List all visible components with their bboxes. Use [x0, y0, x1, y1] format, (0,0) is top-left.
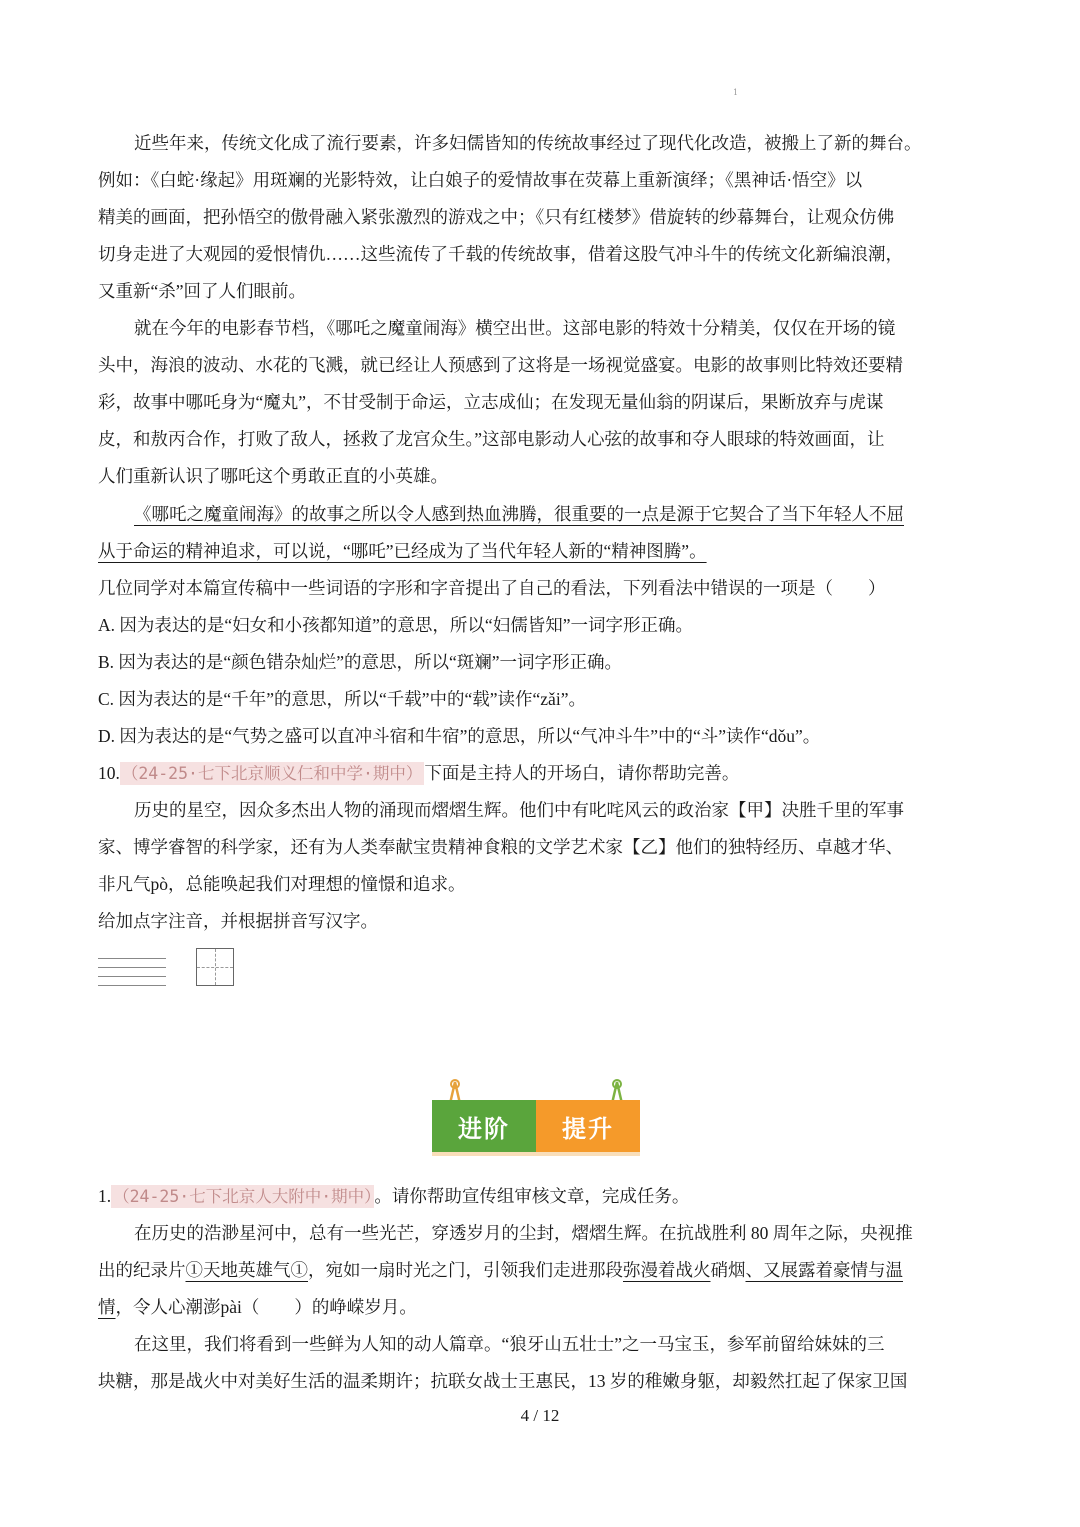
source-tag: （24-25·七下北京顺义仁和中学·期中） — [121, 764, 423, 783]
text-line: 块糖，那是战火中对美好生活的温柔期许；抗联女战士王惠民，13 岁的稚嫩身躯，却毅然扛起了保家卫国 — [98, 1371, 908, 1391]
pinyin-writing-lines[interactable] — [98, 958, 166, 988]
text-line: 又重新“杀”回了人们眼前。 — [98, 281, 307, 301]
question-stem: 几位同学对本篇宣传稿中一些词语的字形和字音提出了自己的看法，下列看法中错误的一项是（ ） — [98, 578, 886, 598]
text-line: 例如：《白蛇·缘起》用斑斓的光影特效，让白娘子的爱情故事在荧幕上重新演绎；《黑神话·悟空》以 — [98, 170, 863, 190]
text-line: 彩，故事中哪吒身为“魔丸”，不甘受制于命运，立志成仙；在发现无量仙翁的阴谋后，果断放弃与虎谋 — [98, 392, 884, 412]
question-text: 。请你帮助宣传组审核文章，完成任务。 — [374, 1186, 690, 1206]
underlined-phrase: 情 — [98, 1297, 116, 1317]
option-c: C. 因为表达的是“千年”的意思，所以“千载”中的“载”读作“zǎi”。 — [98, 689, 586, 709]
underlined-line: 《哪吒之魔童闹海》的故事之所以令人感到热血沸腾，很重要的一点是源于它契合了当下年轻人不屈 — [134, 504, 904, 524]
question-10 — [98, 755, 998, 792]
text-span: ，令人心潮澎pài（ ）的峥嵘岁月。 — [115, 1297, 417, 1317]
text-line: 人们重新认识了哪吒这个勇敢正直的小英雄。 — [98, 466, 448, 486]
source-tag: （24-25·七下北京人大附中·期中） — [113, 1187, 373, 1206]
text-line: 就在今年的电影春节档，《哪吒之魔童闹海》横空出世。这部电影的特效十分精美，仅仅在开场的镜 — [134, 318, 896, 338]
text-line: 家、博学睿智的科学家，还有为人类奉献宝贵精神食粮的文学艺术家【乙】他们的独特经历、卓越才华、 — [98, 837, 903, 857]
text-line: 在历史的浩渺星河中，总有一些光芒，穿透岁月的尘封，熠熠生辉。在抗战胜利 80 周年之际，央视推 — [134, 1223, 913, 1243]
text-span: 出的纪录片 — [98, 1260, 186, 1280]
underlined-title: ①天地英雄气① — [185, 1260, 308, 1280]
character-grid-box[interactable] — [196, 948, 234, 986]
text-line: 非凡气pò，总能唤起我们对理想的憧憬和追求。 — [98, 874, 466, 894]
instruction: 给加点字注音，并根据拼音写汉字。 — [98, 911, 378, 931]
text-line — [98, 1289, 998, 1326]
option-b: B. 因为表达的是“颜色错杂灿烂”的意思，所以“斑斓”一词字形正确。 — [98, 652, 622, 672]
page-number: 4 / 12 — [520, 1406, 560, 1425]
text-line: 头中，海浪的波动、水花的飞溅，就已经让人预感到了这将是一场视觉盛宴。电影的故事则比特效还要精 — [98, 355, 903, 375]
option-d: D. 因为表达的是“气势之盛可以直冲斗宿和牛宿”的意思，所以“气冲斗牛”中的“斗”读作“dǒu”。 — [98, 726, 821, 746]
text-line: 在这里，我们将看到一些鲜为人知的动人篇章。“狼牙山五壮士”之一马宝玉，参军前留给妹妹的三 — [134, 1334, 885, 1354]
option-a: A. 因为表达的是“妇女和小孩都知道”的意思，所以“妇儒皆知”一词字形正确。 — [98, 615, 693, 635]
question-number: 10. — [98, 763, 120, 783]
question-number: 1. — [98, 1186, 112, 1206]
section-banner — [432, 1078, 640, 1160]
text-line — [98, 1252, 998, 1289]
text-line: 皮，和敖丙合作，打败了敌人，拯救了龙宫众生。”这部电影动人心弦的故事和夺人眼球的特效画面，让 — [98, 429, 885, 449]
question-1 — [98, 1178, 998, 1215]
banner-right-label: 提升 — [536, 1100, 640, 1152]
underlined-phrase: 弥漫着战火 — [623, 1260, 711, 1280]
text-span: 硝烟 — [710, 1260, 746, 1280]
text-line: 精美的画面，把孙悟空的傲骨融入紧张激烈的游戏之中；《只有红楼梦》借旋转的纱幕舞台，让观众仿佛 — [98, 207, 895, 227]
underlined-phrase: 、又展露着豪情与温 — [745, 1260, 903, 1280]
header-mark: 1 — [733, 88, 739, 97]
text-span: ，宛如一扇时光之门，引领我们走进那段 — [308, 1260, 623, 1280]
banner-left-label: 进阶 — [432, 1100, 536, 1152]
text-line: 近些年来，传统文化成了流行要素，许多妇儒皆知的传统故事经过了现代化改造，被搬上了新的舞台。 — [134, 133, 922, 153]
question-text: 下面是主持人的开场白，请你帮助完善。 — [424, 763, 740, 783]
text-line: 切身走进了大观园的爱恨情仇……这些流传了千载的传统故事，借着这股气冲斗牛的传统文化新编浪潮， — [98, 244, 903, 264]
text-line: 历史的星空，因众多杰出人物的涌现而熠熠生辉。他们中有叱咤风云的政治家【甲】决胜千里的军事 — [134, 800, 904, 820]
underlined-line: 从于命运的精神追求，可以说，“哪吒”已经成为了当代年轻人新的“精神图腾”。 — [98, 541, 707, 561]
